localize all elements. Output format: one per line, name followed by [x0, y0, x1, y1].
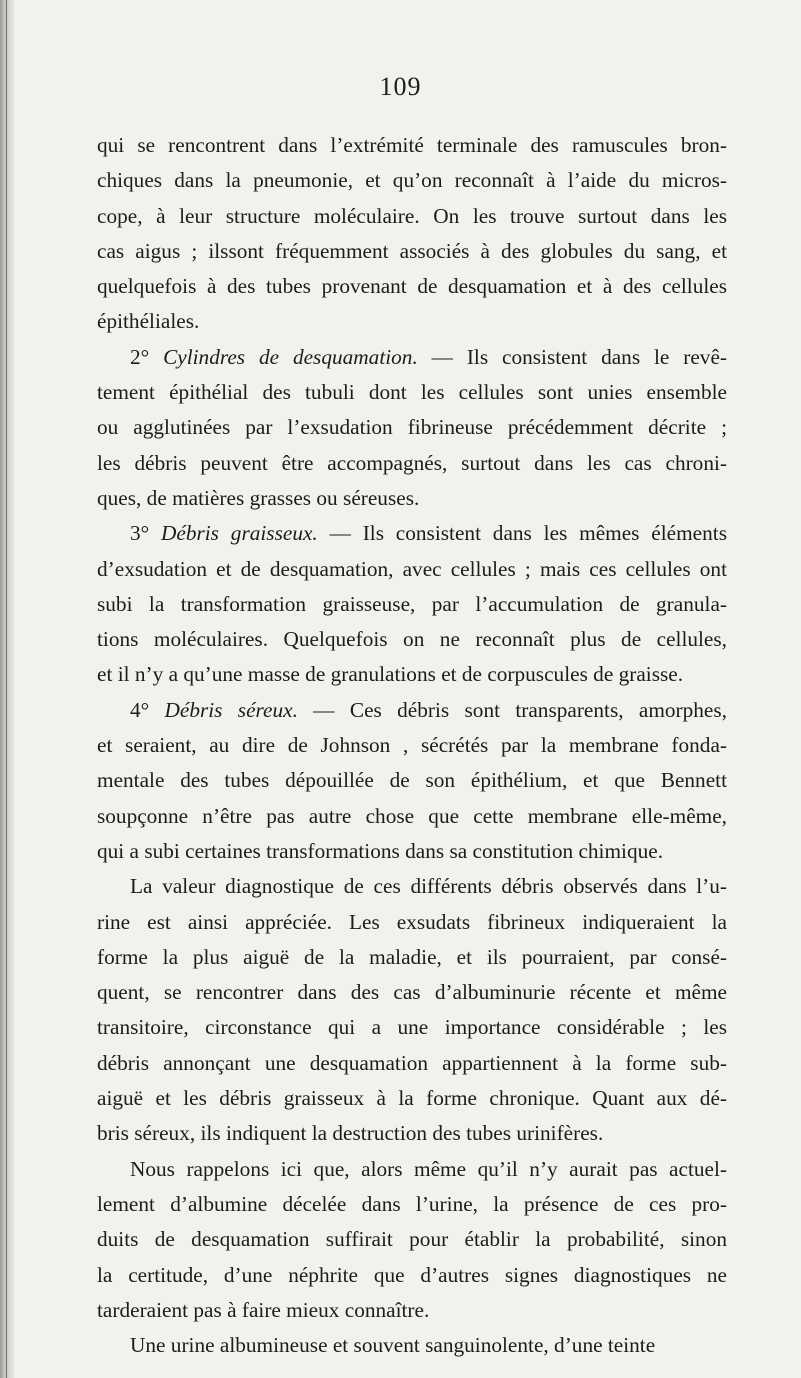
text-run: forme la plus aiguë de la maladie, et ils pourraient, par consé- — [97, 944, 727, 969]
text-run: duits de desquamation suffirait pour établir la probabilité, sinon — [97, 1227, 727, 1252]
text-run: ou agglutinées par l’exsudation fibrineuse précédemment décrite ; — [97, 415, 727, 440]
page-number: 109 — [379, 72, 422, 101]
text-run: qui se rencontrent dans l’extrémité terminale des ramuscules bron- — [97, 133, 727, 157]
text-line — [97, 728, 727, 763]
text-line — [97, 446, 727, 481]
text-run: cas aigus ; ilssont fréquemment associés à des globules du sang, et — [97, 238, 727, 263]
text-line — [97, 834, 727, 869]
text-run: mentale des tubes dépouillée de son épithélium, et que Bennett — [97, 768, 727, 793]
text-line — [97, 269, 727, 304]
text-run: bris séreux, ils indiquent la destruction des tubes urinifères. — [97, 1121, 604, 1146]
text-line — [97, 905, 727, 940]
text-line — [97, 940, 727, 975]
text-line — [97, 622, 727, 657]
text-run: et seraient, au dire de Johnson , sécrétés par la membrane fonda- — [97, 733, 727, 758]
text-run: d’exsudation et de desquamation, avec cellules ; mais ces cellules ont — [97, 556, 727, 581]
text-run: quent, se rencontrer dans des cas d’albuminurie récente et même — [97, 980, 727, 1005]
text-run: chiques dans la pneumonie, et qu’on reconnaît à l’aide du micros- — [97, 168, 727, 193]
text-run: ques, de matières grasses ou séreuses. — [97, 485, 420, 510]
text-line — [97, 1222, 727, 1257]
text-run: 4° — [130, 697, 165, 722]
text-line — [97, 481, 727, 516]
text-run: — Ils consistent dans les mêmes éléments — [317, 521, 727, 546]
text-line — [97, 1046, 727, 1081]
text-run: subi la transformation graisseuse, par l’accumulation de granula- — [97, 591, 727, 616]
text-run: soupçonne n’être pas autre chose que cette membrane elle-même, — [97, 803, 727, 828]
page-binding-edge — [0, 0, 14, 1378]
text-line — [97, 1116, 727, 1151]
text-line — [97, 552, 727, 587]
text-line — [97, 304, 727, 339]
text-line — [97, 1293, 727, 1328]
text-run: La valeur diagnostique de ces différents débris observés dans l’u- — [130, 874, 727, 899]
text-run: débris annonçant une desquamation appartiennent à la forme sub- — [97, 1050, 727, 1075]
text-line — [97, 1081, 727, 1116]
text-line — [97, 1258, 727, 1293]
text-run: les débris peuvent être accompagnés, surtout dans les cas chroni- — [97, 450, 727, 475]
section-heading-italic: Cylindres de desquamation. — [163, 344, 418, 369]
text-run: rine est ainsi appréciée. Les exsudats fibrineux indiqueraient la — [97, 909, 727, 934]
text-line — [97, 1010, 727, 1045]
text-line — [97, 1152, 727, 1187]
text-line — [97, 410, 727, 445]
text-run: quelquefois à des tubes provenant de desquamation et à des cellules — [97, 274, 727, 299]
section-heading-italic: Débris séreux. — [164, 697, 298, 722]
text-line — [97, 199, 727, 234]
text-line — [97, 340, 727, 375]
text-run: tarderaient pas à faire mieux connaître. — [97, 1297, 430, 1322]
text-run: Une urine albumineuse et souvent sanguinolente, d’une teinte — [130, 1333, 656, 1358]
text-run: épithéliales. — [97, 309, 200, 334]
text-run: et il n’y a qu’une masse de granulations et de corpuscules de graisse. — [97, 662, 684, 687]
text-run: 3° — [130, 521, 161, 546]
text-line — [97, 163, 727, 198]
text-run: 2° — [130, 344, 164, 369]
text-run: qui a subi certaines transformations dans sa constitution chimique. — [97, 838, 664, 863]
section-heading-italic: Débris graisseux. — [161, 521, 318, 546]
text-run: cope, à leur structure moléculaire. On les trouve surtout dans les — [97, 203, 727, 228]
text-line — [97, 516, 727, 551]
text-run: la certitude, d’une néphrite que d’autres signes diagnostiques ne — [97, 1262, 727, 1287]
text-run: — Ces débris sont transparents, amorphes, — [297, 697, 727, 722]
body-text — [97, 128, 727, 1363]
text-run: Nous rappelons ici que, alors même qu’il n’y aurait pas actuel- — [130, 1156, 727, 1181]
text-line — [97, 375, 727, 410]
text-line — [97, 763, 727, 798]
text-run: aiguë et les débris graisseux à la forme chronique. Quant aux dé- — [97, 1086, 727, 1111]
text-line — [97, 869, 727, 904]
text-run: tions moléculaires. Quelquefois on ne reconnaît plus de cellules, — [97, 627, 727, 652]
text-line — [97, 234, 727, 269]
text-line — [97, 975, 727, 1010]
text-line — [97, 799, 727, 834]
text-run: transitoire, circonstance qui a une importance considérable ; les — [97, 1015, 727, 1040]
text-line — [97, 1187, 727, 1222]
text-line — [97, 1328, 727, 1363]
text-line — [97, 657, 727, 692]
text-line — [97, 587, 727, 622]
text-line — [97, 128, 727, 163]
text-line — [97, 693, 727, 728]
text-run: — Ils consistent dans le revê- — [417, 344, 727, 369]
text-run: tement épithélial des tubuli dont les cellules sont unies ensemble — [97, 380, 727, 405]
text-run: lement d’albumine décelée dans l’urine, la présence de ces pro- — [97, 1191, 727, 1216]
